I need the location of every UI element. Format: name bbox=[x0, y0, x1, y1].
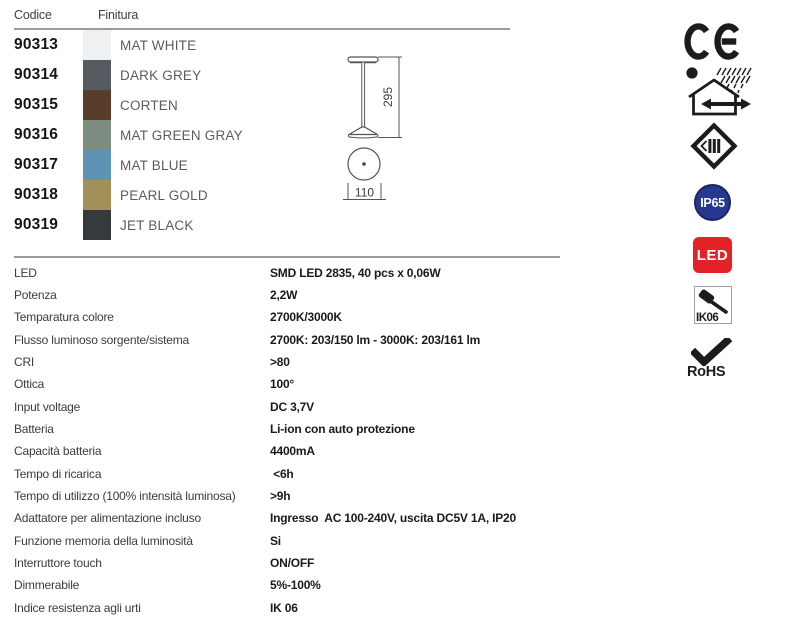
diameter-dimension-value: 110 bbox=[354, 185, 375, 200]
spec-label: Tempo di ricarica bbox=[14, 466, 102, 481]
spec-value: DC 3,7V bbox=[270, 399, 314, 414]
codes-table-header bbox=[14, 8, 514, 22]
finish-name: MAT WHITE bbox=[120, 37, 197, 53]
spec-value: Si bbox=[270, 533, 281, 548]
spec-value: >9h bbox=[270, 488, 291, 503]
color-swatch bbox=[83, 180, 111, 210]
height-dimension-value: 295 bbox=[381, 86, 395, 108]
finish-name: JET BLACK bbox=[120, 217, 194, 233]
spec-value: Li-ion con auto protezione bbox=[270, 421, 415, 436]
color-swatch bbox=[83, 30, 111, 60]
ip65-rating-badge: IP65 bbox=[694, 184, 731, 221]
spec-label: Tempo di utilizzo (100% intensità luminosa) bbox=[14, 488, 236, 503]
spec-row bbox=[14, 507, 786, 529]
spec-row bbox=[14, 306, 786, 328]
color-swatch bbox=[83, 120, 111, 150]
spec-label: Flusso luminoso sorgente/sistema bbox=[14, 332, 190, 347]
spec-value: 4400mA bbox=[270, 444, 315, 459]
spec-label: CRI bbox=[14, 354, 35, 369]
spec-row bbox=[14, 284, 786, 306]
color-swatch bbox=[83, 150, 111, 180]
spec-row bbox=[14, 530, 786, 552]
spec-label: Dimmerabile bbox=[14, 578, 80, 593]
class-iii-diamond-icon bbox=[690, 122, 738, 170]
spec-row bbox=[14, 552, 786, 574]
rohs-label: RoHS bbox=[687, 364, 726, 380]
specifications-table bbox=[14, 256, 786, 619]
spec-value: 2700K/3000K bbox=[270, 310, 342, 325]
color-swatch bbox=[83, 210, 111, 240]
spec-value: <6h bbox=[270, 466, 294, 481]
finish-name: DARK GREY bbox=[120, 67, 202, 83]
table-row bbox=[14, 150, 514, 180]
spec-label: Capacità batteria bbox=[14, 444, 102, 459]
spec-value: 2,2W bbox=[270, 287, 298, 302]
indoor-outdoor-house-rain-icon bbox=[684, 65, 752, 118]
color-swatch bbox=[83, 90, 111, 120]
table-row bbox=[14, 30, 514, 60]
spec-row bbox=[14, 440, 786, 462]
lamp-base bbox=[349, 127, 377, 135]
spec-label: Input voltage bbox=[14, 399, 81, 414]
product-code: 90319 bbox=[14, 216, 59, 233]
color-swatch bbox=[83, 60, 111, 90]
table-row bbox=[14, 210, 514, 240]
specs-divider-line bbox=[14, 256, 560, 258]
spec-row bbox=[14, 351, 786, 373]
lamp-dimension-diagram bbox=[330, 50, 422, 205]
ik06-label: IK06 bbox=[696, 312, 719, 324]
lamp-stem bbox=[362, 62, 365, 127]
product-code: 90313 bbox=[14, 36, 59, 53]
spec-label: Funzione memoria della luminosità bbox=[14, 533, 193, 548]
product-code: 90317 bbox=[14, 156, 59, 173]
finish-name: MAT BLUE bbox=[120, 157, 188, 173]
spec-row bbox=[14, 463, 786, 485]
spec-value: SMD LED 2835, 40 pcs x 0,06W bbox=[270, 265, 441, 280]
lamp-head bbox=[348, 57, 378, 62]
sun-dot bbox=[686, 67, 697, 78]
table-row bbox=[14, 180, 514, 210]
spec-row bbox=[14, 373, 786, 395]
ce-mark-icon bbox=[684, 21, 744, 62]
spec-row bbox=[14, 262, 786, 284]
spec-label: Batteria bbox=[14, 421, 54, 436]
spec-row bbox=[14, 574, 786, 596]
in-out-arrow bbox=[701, 99, 751, 110]
spec-value: Ingresso AC 100-240V, uscita DC5V 1A, IP20 bbox=[270, 511, 516, 526]
led-badge: LED bbox=[693, 237, 732, 273]
lamp-top-view-center-dot bbox=[362, 162, 366, 166]
table-row bbox=[14, 120, 514, 150]
product-code: 90316 bbox=[14, 126, 59, 143]
spec-row bbox=[14, 396, 786, 418]
spec-value: >80 bbox=[270, 354, 290, 369]
column-header-codice: Codice bbox=[14, 8, 52, 22]
spec-row bbox=[14, 329, 786, 351]
rain-hatching bbox=[717, 68, 751, 93]
spec-value: IK 06 bbox=[270, 600, 298, 615]
table-row bbox=[14, 60, 514, 90]
lamp-technical-drawing bbox=[330, 50, 422, 205]
spec-value: ON/OFF bbox=[270, 555, 315, 570]
finish-name: CORTEN bbox=[120, 97, 178, 113]
table-row bbox=[14, 90, 514, 120]
roman-three-bars bbox=[708, 139, 720, 153]
product-code: 90314 bbox=[14, 66, 59, 83]
spec-label: Indice resistenza agli urti bbox=[14, 600, 141, 615]
spec-label: Potenza bbox=[14, 287, 57, 302]
product-code: 90315 bbox=[14, 96, 59, 113]
finish-codes-table bbox=[14, 8, 514, 240]
spec-value: 2700K: 203/150 lm - 3000K: 203/161 lm bbox=[270, 332, 481, 347]
spec-value: 5%-100% bbox=[270, 578, 321, 593]
diamond-left-notch bbox=[702, 141, 707, 151]
finish-name: MAT GREEN GRAY bbox=[120, 127, 243, 143]
spec-row bbox=[14, 485, 786, 507]
spec-label: Temparatura colore bbox=[14, 310, 114, 325]
spec-row bbox=[14, 418, 786, 440]
spec-value: 100° bbox=[270, 377, 295, 392]
spec-label: Ottica bbox=[14, 377, 45, 392]
spec-row bbox=[14, 597, 786, 619]
spec-label: Interruttore touch bbox=[14, 555, 102, 570]
product-code: 90318 bbox=[14, 186, 59, 203]
spec-label: Adattatore per alimentazione incluso bbox=[14, 511, 201, 526]
column-header-finitura: Finitura bbox=[98, 8, 139, 22]
finish-name: PEARL GOLD bbox=[120, 187, 208, 203]
spec-label: LED bbox=[14, 265, 37, 280]
